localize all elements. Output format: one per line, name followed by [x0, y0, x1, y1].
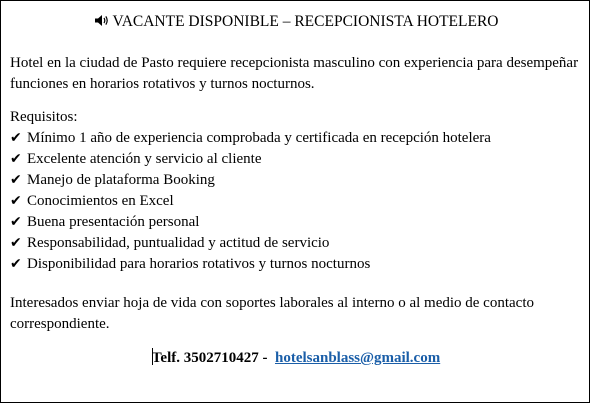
- list-item: [10, 128, 580, 149]
- requirement-text: Manejo de plataforma Booking: [27, 172, 215, 188]
- check-icon: ✔: [10, 151, 22, 167]
- check-icon: ✔: [10, 214, 22, 230]
- intro-paragraph: Hotel en la ciudad de Pasto requiere recepcionista masculino con experiencia para desempeñar funciones en horarios rotativos y turnos nocturnos.: [10, 55, 579, 92]
- requirement-text: Conocimientos en Excel: [27, 193, 174, 209]
- email-link[interactable]: hotelsanblass@gmail.com: [274, 350, 441, 366]
- closing-paragraph: Interesados enviar hoja de vida con soportes laborales al interno o al medio de contacto correspondiente.: [10, 295, 534, 332]
- list-item: [10, 149, 580, 170]
- phone-number: Telf. 3502710427: [151, 350, 259, 366]
- vacancy-title: [1, 12, 590, 32]
- check-icon: ✔: [10, 130, 22, 146]
- requirements-list: [10, 128, 580, 275]
- check-icon: ✔: [10, 256, 22, 272]
- check-icon: ✔: [10, 235, 22, 251]
- speaker-icon: [94, 14, 109, 27]
- contact-line: [1, 348, 590, 368]
- list-item: [10, 233, 580, 254]
- requirement-text: Buena presentación personal: [27, 214, 200, 230]
- list-item: [10, 170, 580, 191]
- list-item: [10, 191, 580, 212]
- requirement-text: Disponibilidad para horarios rotativos y turnos nocturnos: [27, 256, 371, 272]
- requirement-text: Mínimo 1 año de experiencia comprobada y certificada en recepción hotelera: [27, 130, 491, 146]
- requirement-text: Excelente atención y servicio al cliente: [27, 151, 262, 167]
- list-item: [10, 212, 580, 233]
- vacancy-title-text: VACANTE DISPONIBLE – RECEPCIONISTA HOTELERO: [112, 13, 499, 30]
- list-item: [10, 254, 580, 275]
- contact-separator: -: [258, 350, 275, 366]
- requirement-text: Responsabilidad, puntualidad y actitud de servicio: [27, 235, 330, 251]
- check-icon: ✔: [10, 193, 22, 209]
- requirements-heading: Requisitos:: [10, 109, 78, 125]
- check-icon: ✔: [10, 172, 22, 188]
